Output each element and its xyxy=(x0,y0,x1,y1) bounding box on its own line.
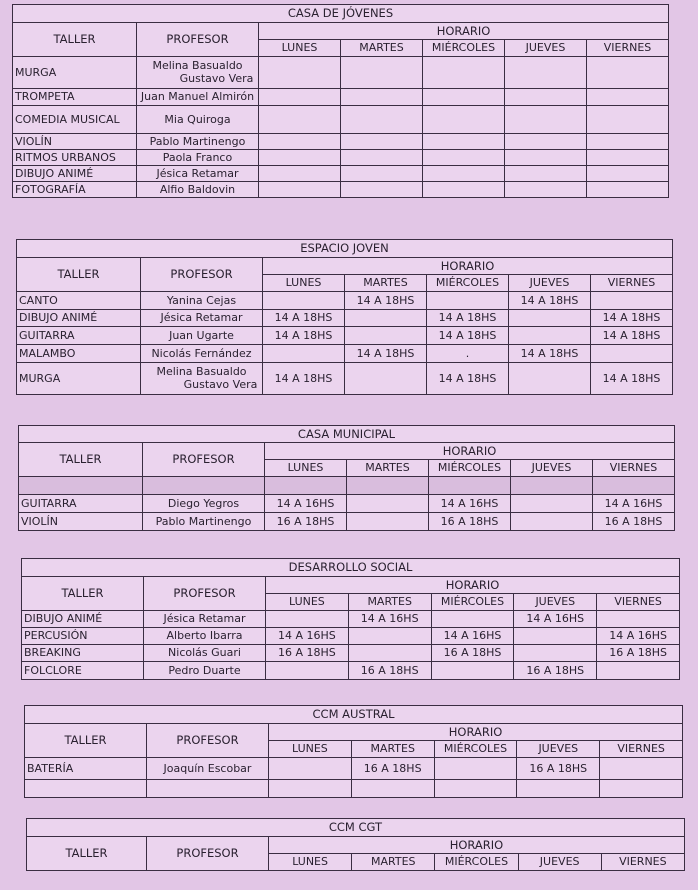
schedule-cell-miercoles xyxy=(423,106,505,134)
section-table-desarrollo-social xyxy=(21,558,680,680)
taller-header: TALLER xyxy=(13,23,137,57)
profesor-cell xyxy=(137,57,259,89)
blank-cell xyxy=(265,477,347,495)
profesor-cell xyxy=(141,327,263,345)
schedule-cell-viernes: 14 A 18HS xyxy=(591,327,673,345)
taller-header: TALLER xyxy=(22,577,144,611)
schedule-cell-lunes xyxy=(266,662,349,680)
schedule-cell-martes xyxy=(351,780,434,798)
section-title: CASA MUNICIPAL xyxy=(19,426,675,443)
day-header-viernes: VIERNES xyxy=(597,594,680,611)
schedule-cell-martes xyxy=(348,628,431,645)
schedule-cell-martes xyxy=(341,166,423,182)
profesor-header: PROFESOR xyxy=(137,23,259,57)
table-row xyxy=(13,166,669,182)
schedule-cell-lunes xyxy=(259,150,341,166)
schedule-cell-lunes xyxy=(259,57,341,89)
day-header-lunes: LUNES xyxy=(269,854,352,871)
schedule-cell-lunes xyxy=(259,182,341,198)
schedule-cell-miercoles xyxy=(423,134,505,150)
schedule-cell-martes xyxy=(347,495,429,513)
section-title: CCM AUSTRAL xyxy=(25,706,683,724)
day-header-jueves: JUEVES xyxy=(505,40,587,57)
schedule-cell-viernes xyxy=(591,345,673,363)
taller-cell: MURGA xyxy=(17,363,141,395)
schedule-cell-jueves: 14 A 18HS xyxy=(509,345,591,363)
schedule-cell-miercoles xyxy=(431,662,514,680)
table-row xyxy=(25,780,683,798)
schedule-cell-miercoles xyxy=(423,166,505,182)
section-title: CASA DE JÓVENES xyxy=(13,5,669,23)
profesor-cell xyxy=(137,182,259,198)
profesor-cell xyxy=(137,134,259,150)
table-row xyxy=(19,513,675,531)
schedule-cell-viernes xyxy=(597,662,680,680)
schedule-cell-lunes: 16 A 18HS xyxy=(266,645,349,662)
table-row xyxy=(17,363,673,395)
table-row xyxy=(13,89,669,106)
schedule-cell-martes: 14 A 16HS xyxy=(348,611,431,628)
table-row xyxy=(22,645,680,662)
schedule-cell-viernes xyxy=(587,150,669,166)
schedule-cell-martes xyxy=(341,106,423,134)
profesor-header: PROFESOR xyxy=(143,443,265,477)
profesor-name: Diego Yegros xyxy=(167,496,240,510)
profesor-cell xyxy=(143,513,265,531)
blank-cell xyxy=(347,477,429,495)
schedule-cell-jueves: 16 A 18HS xyxy=(517,758,600,780)
day-header-martes: MARTES xyxy=(341,40,423,57)
schedule-cell-lunes: 14 A 16HS xyxy=(265,495,347,513)
table-row xyxy=(13,182,669,198)
table-row xyxy=(17,292,673,310)
taller-cell: VIOLÍN xyxy=(19,513,143,531)
schedule-cell-viernes xyxy=(600,780,683,798)
day-header-martes: MARTES xyxy=(345,275,427,292)
table-row xyxy=(22,628,680,645)
profesor-name: Pedro Duarte xyxy=(168,663,241,677)
section-title: ESPACIO JOVEN xyxy=(17,240,673,258)
schedule-cell-lunes xyxy=(259,89,341,106)
day-header-viernes: VIERNES xyxy=(600,741,683,758)
day-header-viernes: VIERNES xyxy=(593,460,675,477)
day-header-lunes: LUNES xyxy=(266,594,349,611)
horario-header: HORARIO xyxy=(263,258,673,275)
profesor-name: Jésica Retamar xyxy=(160,311,243,325)
day-header-jueves: JUEVES xyxy=(517,741,600,758)
schedule-cell-lunes: 14 A 18HS xyxy=(263,310,345,327)
profesor-cell xyxy=(137,106,259,134)
schedule-cell-martes: 16 A 18HS xyxy=(348,662,431,680)
schedule-cell-lunes: 14 A 18HS xyxy=(263,363,345,395)
blank-cell xyxy=(511,477,593,495)
table-row xyxy=(22,662,680,680)
profesor-name: Juan Manuel Almirón xyxy=(140,90,255,104)
profesor-header: PROFESOR xyxy=(141,258,263,292)
schedule-cell-viernes xyxy=(587,166,669,182)
schedule-cell-viernes xyxy=(587,89,669,106)
taller-cell: PERCUSIÓN xyxy=(22,628,144,645)
schedule-cell-lunes xyxy=(269,780,352,798)
schedule-cell-martes xyxy=(345,310,427,327)
table-row xyxy=(13,134,669,150)
schedule-cell-miercoles xyxy=(423,150,505,166)
day-header-lunes: LUNES xyxy=(259,40,341,57)
taller-cell: GUITARRA xyxy=(17,327,141,345)
schedule-cell-jueves xyxy=(514,628,597,645)
profesor-cell xyxy=(137,150,259,166)
schedule-cell-jueves xyxy=(505,166,587,182)
schedule-cell-miercoles xyxy=(434,780,517,798)
taller-cell: FOLCLORE xyxy=(22,662,144,680)
schedule-cell-martes xyxy=(341,89,423,106)
day-header-jueves: JUEVES xyxy=(514,594,597,611)
taller-cell: VIOLÍN xyxy=(13,134,137,150)
profesor-name: Jésica Retamar xyxy=(163,612,246,626)
schedule-cell-miercoles xyxy=(431,611,514,628)
schedule-cell-viernes: 14 A 16HS xyxy=(593,495,675,513)
horario-header: HORARIO xyxy=(259,23,669,40)
profesor-cell xyxy=(141,292,263,310)
day-header-jueves: JUEVES xyxy=(518,854,601,871)
schedule-cell-jueves: 16 A 18HS xyxy=(514,662,597,680)
day-header-martes: MARTES xyxy=(348,594,431,611)
taller-cell: COMEDIA MUSICAL xyxy=(13,106,137,134)
blank-cell xyxy=(593,477,675,495)
schedule-cell-jueves xyxy=(505,134,587,150)
blank-cell xyxy=(429,477,511,495)
schedule-cell-martes xyxy=(345,363,427,395)
schedule-cell-miercoles: 14 A 16HS xyxy=(431,628,514,645)
table-row xyxy=(13,106,669,134)
profesor-cell xyxy=(141,345,263,363)
profesor-name: Jésica Retamar xyxy=(156,166,239,180)
day-header-lunes: LUNES xyxy=(263,275,345,292)
profesor-cell xyxy=(147,758,269,780)
profesor-name: Gustavo Vera xyxy=(179,71,254,85)
profesor-cell xyxy=(144,645,266,662)
schedule-cell-lunes xyxy=(266,611,349,628)
profesor-name: Melina Basualdo xyxy=(156,365,247,379)
day-header-lunes: LUNES xyxy=(265,460,347,477)
schedule-cell-jueves xyxy=(509,327,591,345)
schedule-cell-miercoles: 14 A 18HS xyxy=(427,310,509,327)
profesor-name: Yanina Cejas xyxy=(166,293,237,307)
schedule-cell-viernes xyxy=(600,758,683,780)
schedule-cell-jueves xyxy=(505,89,587,106)
schedule-cell-viernes: 14 A 18HS xyxy=(591,310,673,327)
schedule-cell-miercoles xyxy=(423,89,505,106)
schedule-cell-jueves xyxy=(505,106,587,134)
taller-header: TALLER xyxy=(27,837,147,871)
profesor-header: PROFESOR xyxy=(144,577,266,611)
taller-cell: BATERÍA xyxy=(25,758,147,780)
taller-cell: GUITARRA xyxy=(19,495,143,513)
profesor-name: Joaquín Escobar xyxy=(163,761,252,775)
section-table-ccm-austral xyxy=(24,705,683,798)
schedule-cell-jueves xyxy=(517,780,600,798)
schedule-cell-lunes: 16 A 18HS xyxy=(265,513,347,531)
profesor-name: Melina Basualdo xyxy=(152,59,243,73)
day-header-miercoles: MIÉRCOLES xyxy=(427,275,509,292)
schedule-cell-miercoles xyxy=(423,57,505,89)
schedule-cell-miercoles xyxy=(434,758,517,780)
blank-row xyxy=(19,477,675,495)
horario-header: HORARIO xyxy=(265,443,675,460)
schedule-cell-viernes xyxy=(587,57,669,89)
blank-cell xyxy=(19,477,143,495)
day-header-martes: MARTES xyxy=(347,460,429,477)
schedule-cell-jueves xyxy=(514,645,597,662)
table-row xyxy=(19,495,675,513)
schedule-cell-lunes xyxy=(259,166,341,182)
schedule-cell-lunes xyxy=(263,345,345,363)
day-header-martes: MARTES xyxy=(352,854,435,871)
schedule-cell-martes xyxy=(341,182,423,198)
profesor-cell xyxy=(141,310,263,327)
taller-cell: BREAKING xyxy=(22,645,144,662)
schedule-cell-viernes: 16 A 18HS xyxy=(593,513,675,531)
schedule-cell-jueves xyxy=(505,57,587,89)
day-header-miercoles: MIÉRCOLES xyxy=(434,741,517,758)
schedule-cell-viernes: 14 A 18HS xyxy=(591,363,673,395)
profesor-name: Mia Quiroga xyxy=(164,112,231,126)
schedule-cell-miercoles xyxy=(427,292,509,310)
schedule-cell-jueves xyxy=(505,182,587,198)
day-header-viernes: VIERNES xyxy=(591,275,673,292)
table-row xyxy=(17,345,673,363)
day-header-miercoles: MIÉRCOLES xyxy=(423,40,505,57)
taller-cell: TROMPETA xyxy=(13,89,137,106)
profesor-header: PROFESOR xyxy=(147,724,269,758)
schedule-cell-miercoles: 16 A 18HS xyxy=(431,645,514,662)
section-table-espacio-joven xyxy=(16,239,673,395)
day-header-miercoles: MIÉRCOLES xyxy=(429,460,511,477)
profesor-cell xyxy=(143,495,265,513)
horario-header: HORARIO xyxy=(269,724,683,741)
schedule-cell-lunes xyxy=(259,106,341,134)
taller-cell: RITMOS URBANOS xyxy=(13,150,137,166)
schedule-cell-lunes: 14 A 16HS xyxy=(266,628,349,645)
schedule-cell-jueves xyxy=(511,513,593,531)
profesor-name: Nicolás Fernández xyxy=(151,346,252,360)
blank-cell xyxy=(143,477,265,495)
profesor-name: Alberto Ibarra xyxy=(166,629,243,643)
schedule-cell-viernes: 14 A 16HS xyxy=(597,628,680,645)
profesor-cell xyxy=(137,166,259,182)
schedule-cell-viernes xyxy=(591,292,673,310)
schedule-cell-lunes: 14 A 18HS xyxy=(263,327,345,345)
horario-header: HORARIO xyxy=(266,577,680,594)
day-header-miercoles: MIÉRCOLES xyxy=(431,594,514,611)
taller-cell: MALAMBO xyxy=(17,345,141,363)
schedule-cell-miercoles: 16 A 18HS xyxy=(429,513,511,531)
schedule-cell-martes: 14 A 18HS xyxy=(345,345,427,363)
schedule-cell-martes xyxy=(347,513,429,531)
schedule-cell-viernes xyxy=(587,134,669,150)
schedule-cell-martes xyxy=(341,150,423,166)
day-header-viernes: VIERNES xyxy=(601,854,684,871)
schedule-cell-jueves: 14 A 18HS xyxy=(509,292,591,310)
profesor-name: Gustavo Vera xyxy=(183,377,258,391)
taller-header: TALLER xyxy=(25,724,147,758)
schedule-cell-lunes xyxy=(259,134,341,150)
section-table-ccm-cgt xyxy=(26,818,685,871)
table-row xyxy=(22,611,680,628)
profesor-header: PROFESOR xyxy=(147,837,269,871)
profesor-cell xyxy=(144,662,266,680)
schedule-cell-lunes xyxy=(269,758,352,780)
horario-header: HORARIO xyxy=(269,837,685,854)
schedule-cell-martes xyxy=(341,57,423,89)
table-row xyxy=(17,327,673,345)
profesor-name: Paola Franco xyxy=(162,150,233,164)
profesor-name: Juan Ugarte xyxy=(169,328,234,342)
table-row xyxy=(13,57,669,89)
day-header-viernes: VIERNES xyxy=(587,40,669,57)
taller-cell: DIBUJO ANIMÉ xyxy=(17,310,141,327)
schedule-cell-jueves: 14 A 16HS xyxy=(514,611,597,628)
schedule-cell-miercoles: 14 A 18HS xyxy=(427,327,509,345)
schedule-cell-miercoles xyxy=(423,182,505,198)
section-title: DESARROLLO SOCIAL xyxy=(22,559,680,577)
profesor-name: Pablo Martinengo xyxy=(149,134,246,148)
schedule-cell-jueves xyxy=(511,495,593,513)
schedule-cell-viernes xyxy=(587,106,669,134)
schedule-cell-jueves xyxy=(509,310,591,327)
taller-header: TALLER xyxy=(19,443,143,477)
taller-cell: CANTO xyxy=(17,292,141,310)
schedule-cell-miercoles: . xyxy=(427,345,509,363)
schedule-cell-martes: 14 A 18HS xyxy=(345,292,427,310)
taller-cell: FOTOGRAFÍA xyxy=(13,182,137,198)
schedule-cell-viernes xyxy=(597,611,680,628)
schedule-cell-martes: 16 A 18HS xyxy=(351,758,434,780)
schedule-cell-jueves xyxy=(509,363,591,395)
schedule-cell-martes xyxy=(348,645,431,662)
taller-header: TALLER xyxy=(17,258,141,292)
table-row xyxy=(17,310,673,327)
table-row xyxy=(25,758,683,780)
taller-cell: MURGA xyxy=(13,57,137,89)
schedule-cell-viernes: 16 A 18HS xyxy=(597,645,680,662)
schedule-cell-martes xyxy=(345,327,427,345)
day-header-lunes: LUNES xyxy=(269,741,352,758)
schedule-cell-lunes xyxy=(263,292,345,310)
schedule-cell-viernes xyxy=(587,182,669,198)
day-header-jueves: JUEVES xyxy=(509,275,591,292)
profesor-name: Alfio Baldovin xyxy=(159,182,236,196)
schedule-cell-miercoles: 14 A 16HS xyxy=(429,495,511,513)
table-row xyxy=(13,150,669,166)
schedule-cell-jueves xyxy=(505,150,587,166)
taller-cell xyxy=(25,780,147,798)
section-title: CCM CGT xyxy=(27,819,685,837)
profesor-cell xyxy=(144,611,266,628)
profesor-cell xyxy=(137,89,259,106)
taller-cell: DIBUJO ANIMÉ xyxy=(22,611,144,628)
profesor-cell xyxy=(141,363,263,395)
day-header-jueves: JUEVES xyxy=(511,460,593,477)
section-table-casa-de-jovenes xyxy=(12,4,669,198)
profesor-name: Pablo Martinengo xyxy=(155,514,252,528)
taller-cell: DIBUJO ANIMÉ xyxy=(13,166,137,182)
profesor-name: Nicolás Guari xyxy=(168,646,241,660)
day-header-miercoles: MIÉRCOLES xyxy=(435,854,518,871)
schedule-cell-miercoles: 14 A 18HS xyxy=(427,363,509,395)
profesor-cell xyxy=(147,780,269,798)
profesor-cell xyxy=(144,628,266,645)
section-table-casa-municipal xyxy=(18,425,675,531)
day-header-martes: MARTES xyxy=(351,741,434,758)
schedule-cell-martes xyxy=(341,134,423,150)
